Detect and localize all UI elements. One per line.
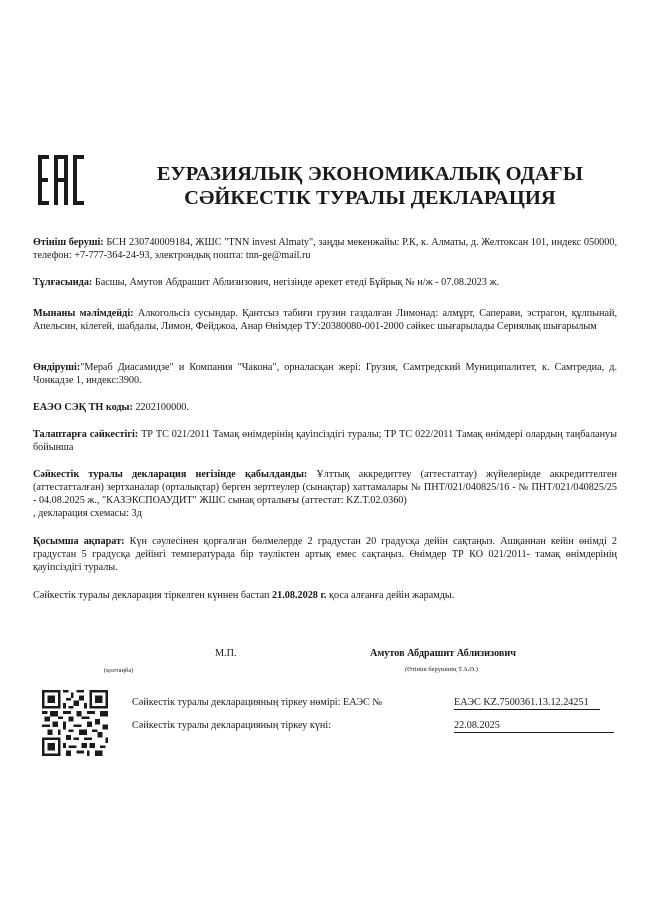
signature-caption: (қолтаңба)	[104, 667, 134, 674]
eac-logo-icon	[38, 155, 84, 205]
additional-section	[33, 535, 617, 574]
requirements-label: Талаптарға сәйкестігі:	[33, 429, 139, 440]
registration-number-value: ЕАЭС KZ.7500361.13.12.24251	[454, 697, 600, 710]
applicant-label: Өтініш беруші:	[33, 237, 104, 248]
qr-code-icon[interactable]	[42, 690, 108, 756]
requirements-section	[33, 428, 617, 454]
validity-suffix: қоса алғанға дейін жарамды.	[326, 590, 455, 601]
person-section	[33, 276, 617, 289]
signatory-name: Амутов Абдрашит Аблизизович	[370, 648, 516, 659]
stamp-placeholder: М.П.	[215, 648, 237, 659]
declares-section	[33, 307, 617, 333]
validity-date: 21.08.2028 г.	[272, 590, 327, 601]
tn-ved-section	[33, 401, 617, 414]
title-line-2: СӘЙКЕСТІК ТУРАЛЫ ДЕКЛАРАЦИЯ	[184, 187, 556, 209]
validity-prefix: Сәйкестік туралы декларация тіркелген күннен бастап	[33, 590, 273, 601]
declares-text: Алкогольсіз сусындар. Қантсыз табиғи грузин газдалған Лимонад: алмұрт, Саперави, эстрагон, құлпынай, Апельсин, кілегей, шабдалы, Лимон, Фейджоа, Анар Өнімдер ТУ:20380080-001-2000 сәйкес шығарылады Сериялық шығарылым	[33, 308, 617, 332]
basis-label: Сәйкестік туралы декларация негізінде қабылданды:	[33, 469, 308, 480]
requirements-text: ТР ТС 021/2011 Тамақ өнімдерінің қауіпсіздігі туралы; ТР ТС 022/2011 Тамақ өнімдері олардың таңбалануы бойынша	[33, 429, 617, 453]
basis-text: Ұлттық аккредиттеу (аттестаттау) жүйелерінде аккредиттелген (аттестатталған) зертханалар (орталықтар) берген зерттеулер (сынақтар) хаттамалары № ПНТ/021/040825/16 - № ПНТ/021/040825/25 - 04.08.2025 ж., "КАЗЭКСПОАУДИТ" ЖШС сынақ орталығы (аттестат: KZ.T.02.0360)	[33, 469, 617, 506]
additional-text: Күн сәулесінен қорғалған бөлмелерде 2 градустан 20 градусқа дейін сақтаңыз. Ашқаннан кейін өнімді 2 градустан 5 градусқа дейінгі температурада бір тәуліктен артық емес сақтаңыз. Өнімдер ТР КО 021/2011- тамақ өнімдерінің қауіпсіздігі туралы.	[33, 536, 617, 573]
basis-section	[33, 468, 617, 520]
manufacturer-text: "Мераб Диасамидзе" и Компания "Чакона", орналасқан жері: Грузия, Самтредский Муниципалитет, к. Самтредиа, д. Чонкадзе 1, индекс:3900.	[33, 362, 617, 386]
tn-ved-label: ЕАЭО СЭҚ ТН коды:	[33, 402, 133, 413]
tn-ved-text: 2202100000.	[132, 402, 189, 413]
manufacturer-label: Өндіруші:	[33, 362, 81, 373]
applicant-section	[33, 236, 617, 262]
registration-date-value: 22.08.2025	[454, 720, 614, 733]
signatory-caption: (Өтініш берушінің Т.А.Ә.)	[405, 666, 478, 673]
basis-scheme: , декларация схемасы: 3д	[33, 508, 142, 519]
registration-date-label: Сәйкестік туралы декларацияның тіркеу күні:	[132, 720, 332, 731]
manufacturer-section	[33, 361, 617, 387]
validity-section	[33, 589, 617, 602]
person-text: Басшы, Амутов Абдрашит Аблизизович, негізінде әрекет етеді Бұйрық № н/ж - 07.08.2023 ж.	[92, 277, 500, 288]
applicant-text: БСН 230740009184, ЖШС "TNN invest Almaty", заңды мекенжайы: Р.К, к. Алматы, д. Желтоксан 101, индекс 050000, телефон: +7-777-364-24-93, электрондық пошта: tnn-ge@mail.ru	[33, 237, 617, 261]
title-line-1: ЕУРАЗИЯЛЫҚ ЭКОНОМИКАЛЫҚ ОДАҒЫ	[156, 163, 584, 185]
registration-number-label: Сәйкестік туралы декларацияның тіркеу нөмірі: ЕАЭС №	[132, 697, 383, 708]
document-title	[120, 162, 620, 210]
declares-label: Мынаны мәлімдейді:	[33, 308, 134, 319]
person-label: Тұлғасында:	[33, 277, 93, 288]
additional-label: Қосымша ақпарат:	[33, 536, 125, 547]
